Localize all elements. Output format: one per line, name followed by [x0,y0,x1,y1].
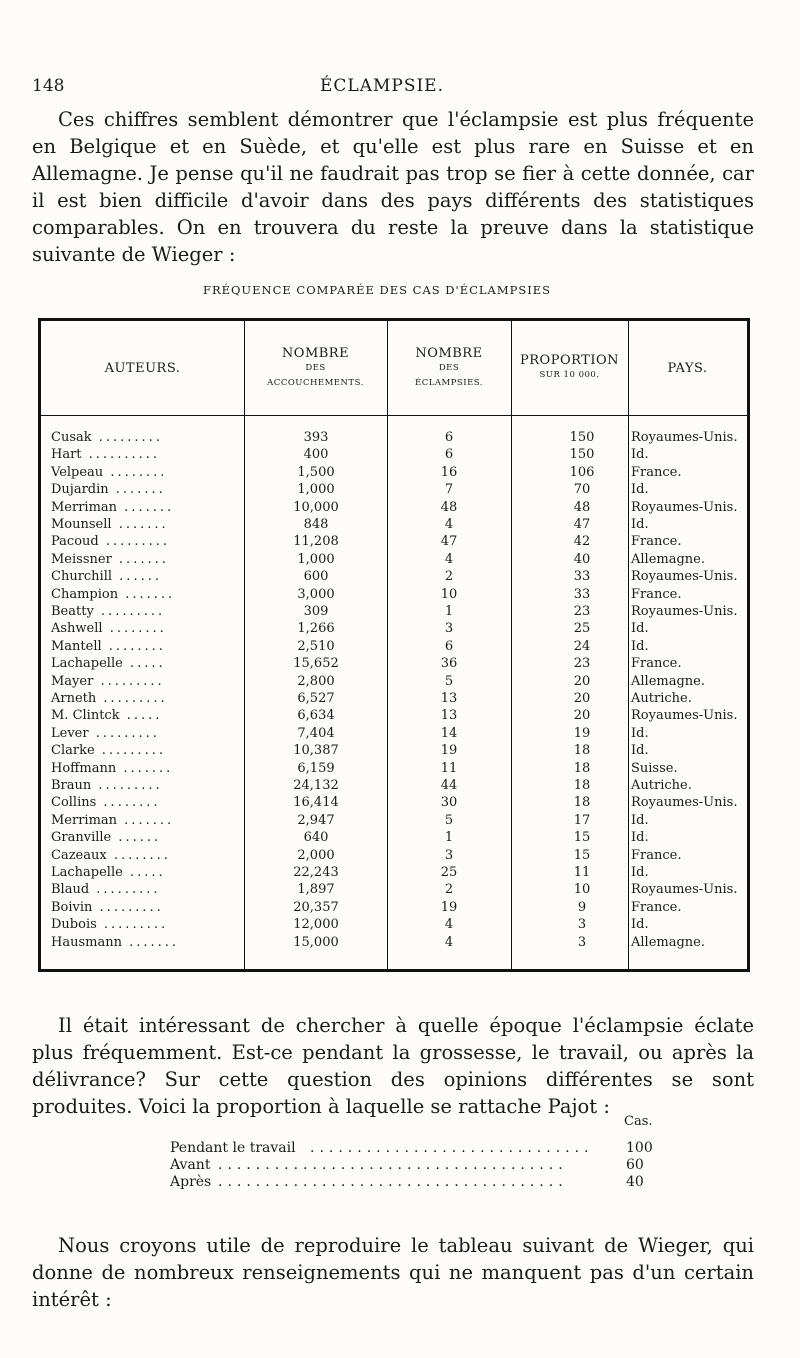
accouchements-cell: 2,000 [297,847,335,863]
author-cell: Mantell ........ [51,638,166,654]
author-cell: Dubois ......... [51,917,169,933]
table-row [41,794,747,811]
accouchements-cell: 2,510 [297,638,335,654]
eclampsies-cell: 5 [444,673,454,689]
leader-dots: ........ [106,847,171,863]
pays-cell: Royaumes-Unis. [631,430,738,445]
accouchements-cell: 2,800 [297,673,335,689]
accouchements-cell: 1,000 [297,551,335,567]
accouchements-cell: 393 [303,430,329,445]
author-cell: Dujardin ....... [51,482,166,498]
author-cell: Pacoud ......... [51,534,171,550]
proportion-cell: 10 [573,882,591,898]
author-cell: Cusak ......... [51,430,163,445]
leader-dots: ....... [117,499,175,515]
leader-dots: ......... [88,725,160,741]
table-row [41,847,747,864]
table-row [41,916,747,933]
eclampsies-cell: 3 [444,847,454,863]
header-auteurs: AUTEURS. [104,360,181,376]
proportion-cell: 33 [573,569,591,585]
pays-cell: Allemagne. [631,551,705,567]
leader-dots: ........ [103,464,168,480]
pays-cell: France. [631,534,682,550]
eclampsies-cell: 25 [440,865,458,880]
eclampsies-cell: 19 [440,743,458,759]
accouchements-cell: 1,000 [297,482,335,498]
pays-cell: Id. [631,638,649,654]
author-cell: Velpeau ........ [51,464,168,480]
cas-item [170,1174,670,1191]
proportion-cell: 3 [577,934,587,950]
proportion-cell: 33 [573,586,591,602]
table-row [41,464,747,481]
eclampsies-cell: 13 [440,708,458,724]
proportion-cell: 48 [573,499,591,515]
pays-cell: Id. [631,743,649,759]
accouchements-cell: 24,132 [293,778,339,793]
table-row [41,603,747,620]
eclampsies-cell: 3 [444,621,454,637]
leader-dots: ..... [119,708,163,724]
proportion-cell: 150 [569,447,595,463]
header-divider [41,415,747,416]
table-row [41,760,747,777]
proportion-cell: 18 [573,795,591,811]
leader-dots: ...... [112,569,162,585]
table-row [41,673,747,690]
pays-cell: France. [631,847,682,863]
leader-dots: .............................. [310,1140,594,1156]
author-cell: Lever ......... [51,725,160,741]
pays-cell: Autriche. [631,778,692,793]
proportion-cell: 106 [569,464,595,480]
table-row [41,777,747,794]
proportion-cell: 15 [573,847,591,863]
table-row [41,533,747,550]
cas-label: Après [170,1174,212,1190]
author-cell: Cazeaux ........ [51,847,171,863]
accouchements-cell: 1,500 [297,464,335,480]
leader-dots: ......... [96,917,169,933]
pays-cell: France. [631,656,682,672]
accouchements-cell: 309 [303,604,329,619]
leader-dots: ....... [108,482,166,498]
accouchements-cell: 1,266 [297,621,335,637]
eclampsies-cell: 16 [440,464,458,480]
table-row [41,690,747,707]
proportion-cell: 47 [573,517,591,532]
cas-value: 100 [626,1140,653,1156]
leader-dots: ......... [92,899,164,915]
eclampsies-cell: 19 [440,899,458,915]
leader-dots: ....... [118,586,176,602]
table-row [41,446,747,463]
proportion-cell: 11 [573,865,591,880]
eclampsies-cell: 5 [444,812,454,828]
eclampsies-cell: 44 [440,778,458,793]
author-cell: Lachapelle ..... [51,865,166,880]
proportion-cell: 42 [573,534,591,550]
proportion-cell: 25 [573,621,591,637]
proportion-cell: 70 [573,482,591,498]
eclampsies-cell: 7 [444,482,454,498]
leader-dots: ....... [116,760,174,776]
cas-header: Cas. [624,1114,653,1129]
table-row [41,812,747,829]
cas-label: Avant [170,1157,211,1173]
author-cell: Ashwell ........ [51,621,167,637]
leader-dots: ....... [117,812,175,828]
pays-cell: Id. [631,621,649,637]
paragraph-question [32,1012,754,1120]
eclampsies-cell: 4 [444,517,454,532]
eclampsies-cell: 1 [444,830,454,846]
eclampsies-cell: 10 [440,586,458,602]
pays-cell: France. [631,899,682,915]
leader-dots: ....... [111,517,169,532]
pays-cell: Royaumes-Unis. [631,569,738,585]
author-cell: Braun ......... [51,778,163,793]
proportion-cell: 24 [573,638,591,654]
table-row [41,586,747,603]
eclampsies-cell: 30 [440,795,458,811]
header-proportion: PROPORTION SUR 10 000. [520,353,619,380]
author-cell: Mayer ......... [51,673,165,689]
eclampsies-cell: 14 [440,725,458,741]
table-row [41,707,747,724]
leader-dots: ......... [94,743,166,759]
pays-cell: Id. [631,917,649,933]
author-cell: Granville ...... [51,830,162,846]
table-row [41,429,747,446]
pays-cell: Royaumes-Unis. [631,499,738,515]
eclampsies-cell: 2 [444,569,454,585]
accouchements-cell: 7,404 [297,725,335,741]
pays-cell: Allemagne. [631,934,705,950]
leader-dots: ......... [91,430,163,445]
pays-cell: Royaumes-Unis. [631,708,738,724]
author-cell: Hart .......... [51,447,160,463]
author-cell: Arneth ......... [51,691,168,706]
pays-cell: Id. [631,447,649,463]
table-row [41,655,747,672]
accouchements-cell: 848 [303,517,329,532]
accouchements-cell: 1,897 [297,882,335,898]
accouchements-cell: 6,634 [297,708,335,724]
pays-cell: Autriche. [631,691,692,706]
accouchements-cell: 640 [303,830,329,846]
table-row [41,516,747,533]
table-row [41,934,747,951]
table-row [41,551,747,568]
accouchements-cell: 15,652 [293,656,339,672]
leader-dots: ..... [122,865,166,880]
page-number: 148 [32,76,65,96]
eclampsies-cell: 6 [444,430,454,445]
author-cell: Beatty ......... [51,604,166,619]
pays-cell: Royaumes-Unis. [631,882,738,898]
table-row [41,481,747,498]
proportion-cell: 18 [573,760,591,776]
table-row [41,829,747,846]
cas-label: Pendant le travail [170,1140,296,1156]
leader-dots: ....... [111,551,169,567]
cas-value: 40 [626,1174,644,1190]
pays-cell: Allemagne. [631,673,705,689]
proportion-cell: 18 [573,743,591,759]
table-caption: FRÉQUENCE COMPARÉE DES CAS D'ÉCLAMPSIES [202,283,552,297]
cas-item [170,1140,670,1157]
table-row [41,499,747,516]
table-row [41,881,747,898]
frequency-table [38,318,750,972]
proportion-cell: 15 [573,830,591,846]
proportion-cell: 18 [573,778,591,793]
author-cell: Churchill ...... [51,569,162,585]
leader-dots: ......... [91,778,163,793]
accouchements-cell: 10,000 [293,499,339,515]
accouchements-cell: 2,947 [297,812,335,828]
leader-dots: ......... [93,673,165,689]
author-cell: Merriman ....... [51,812,175,828]
pays-cell: France. [631,586,682,602]
running-title: ÉCLAMPSIE. [319,76,444,96]
table-row [41,620,747,637]
proportion-cell: 40 [573,551,591,567]
paragraph-intro [32,106,754,268]
eclampsies-cell: 1 [444,604,454,619]
leader-dots: ...... [111,830,162,846]
author-cell: Clarke ......... [51,743,166,759]
paragraph-closing-text: Nous croyons utile de reproduire le tableau suivant de Wieger, qui donne de nombreux renseignements qui ne manquent pas d'un certain intérêt : [32,1234,754,1311]
proportion-cell: 3 [577,917,587,933]
author-cell: Merriman ....... [51,499,175,515]
eclampsies-cell: 48 [440,499,458,515]
eclampsies-cell: 2 [444,882,454,898]
proportion-cell: 150 [569,430,595,445]
accouchements-cell: 22,243 [293,865,339,880]
proportion-cell: 23 [573,656,591,672]
paragraph-intro-text: Ces chiffres semblent démontrer que l'éclampsie est plus fréquente en Belgique et en Suède, et qu'elle est plus rare en Suisse et en Allemagne. Je pense qu'il ne faudrait pas trop se fier à cette donnée, car il est bien difficile d'avoir dans des pays différents des statistiques comparables. On en trouvera du reste la preuve dans la statistique suivante de Wieger : [32,108,754,266]
table-row [41,568,747,585]
accouchements-cell: 6,159 [297,760,335,776]
author-cell: Champion ....... [51,586,176,602]
proportion-cell: 9 [577,899,587,915]
leader-dots: ..... [122,656,166,672]
proportion-cell: 19 [573,725,591,741]
eclampsies-cell: 4 [444,551,454,567]
author-cell: Lachapelle ..... [51,656,166,672]
eclampsies-cell: 4 [444,934,454,950]
accouchements-cell: 11,208 [293,534,339,550]
leader-dots: ......... [93,604,166,619]
eclampsies-cell: 13 [440,691,458,706]
eclampsies-cell: 47 [440,534,458,550]
proportion-cell: 17 [573,812,591,828]
accouchements-cell: 12,000 [293,917,339,933]
pays-cell: Id. [631,830,649,846]
pays-cell: Id. [631,812,649,828]
table-row [41,725,747,742]
proportion-cell: 23 [573,604,591,619]
accouchements-cell: 15,000 [293,934,339,950]
page-header [32,76,732,100]
leader-dots: ......... [89,882,161,898]
proportion-cell: 20 [573,708,591,724]
pays-cell: France. [631,464,682,480]
leader-dots: ........ [102,621,167,637]
pays-cell: Royaumes-Unis. [631,795,738,811]
accouchements-cell: 16,414 [293,795,339,811]
author-cell: Hoffmann ....... [51,760,174,776]
pays-cell: Royaumes-Unis. [631,604,738,619]
table-row [41,899,747,916]
eclampsies-cell: 11 [440,760,458,776]
header-pays: PAYS. [667,360,708,376]
accouchements-cell: 10,387 [293,743,339,759]
pays-cell: Id. [631,517,649,532]
cas-value: 60 [626,1157,644,1173]
cas-item [170,1157,670,1174]
pays-cell: Id. [631,865,649,880]
proportion-cell: 20 [573,673,591,689]
author-cell: Hausmann ....... [51,934,180,950]
accouchements-cell: 20,357 [293,899,339,915]
leader-dots: ..................................... [218,1174,568,1190]
author-cell: Boivin ......... [51,899,164,915]
author-cell: Collins ........ [51,795,161,811]
eclampsies-cell: 4 [444,917,454,933]
leader-dots: ..................................... [218,1157,568,1173]
paragraph-question-text: Il était intéressant de chercher à quelle époque l'éclampsie éclate plus fréquemment. Est-ce pendant la grossesse, le travail, ou après la délivrance? Sur cette question des opinions différentes se sont produites. Voici la proportion à laquelle se rattache Pajot : [32,1014,754,1118]
leader-dots: .......... [81,447,160,463]
leader-dots: ....... [121,934,180,950]
eclampsies-cell: 6 [444,447,454,463]
pays-cell: Id. [631,482,649,498]
leader-dots: ......... [98,534,171,550]
eclampsies-cell: 36 [440,656,458,672]
pays-cell: Id. [631,725,649,741]
accouchements-cell: 6,527 [297,691,335,706]
header-accouchements: NOMBRE DES ACCOUCHEMENTS. [267,345,364,388]
accouchements-cell: 400 [303,447,329,463]
accouchements-cell: 3,000 [297,586,335,602]
header-eclampsies: NOMBRE DES ÉCLAMPSIES. [414,345,484,388]
author-cell: Mounsell ....... [51,517,169,532]
accouchements-cell: 600 [303,569,329,585]
eclampsies-cell: 6 [444,638,454,654]
paragraph-closing [32,1232,754,1313]
proportion-cell: 20 [573,691,591,706]
table-row [41,638,747,655]
author-cell: M. Clintck ..... [51,708,163,724]
pays-cell: Suisse. [631,760,678,776]
table-row [41,864,747,881]
author-cell: Meissner ....... [51,551,169,567]
author-cell: Blaud ......... [51,882,161,898]
table-row [41,742,747,759]
leader-dots: ........ [101,638,166,654]
leader-dots: ........ [96,795,161,811]
leader-dots: ......... [96,691,168,706]
